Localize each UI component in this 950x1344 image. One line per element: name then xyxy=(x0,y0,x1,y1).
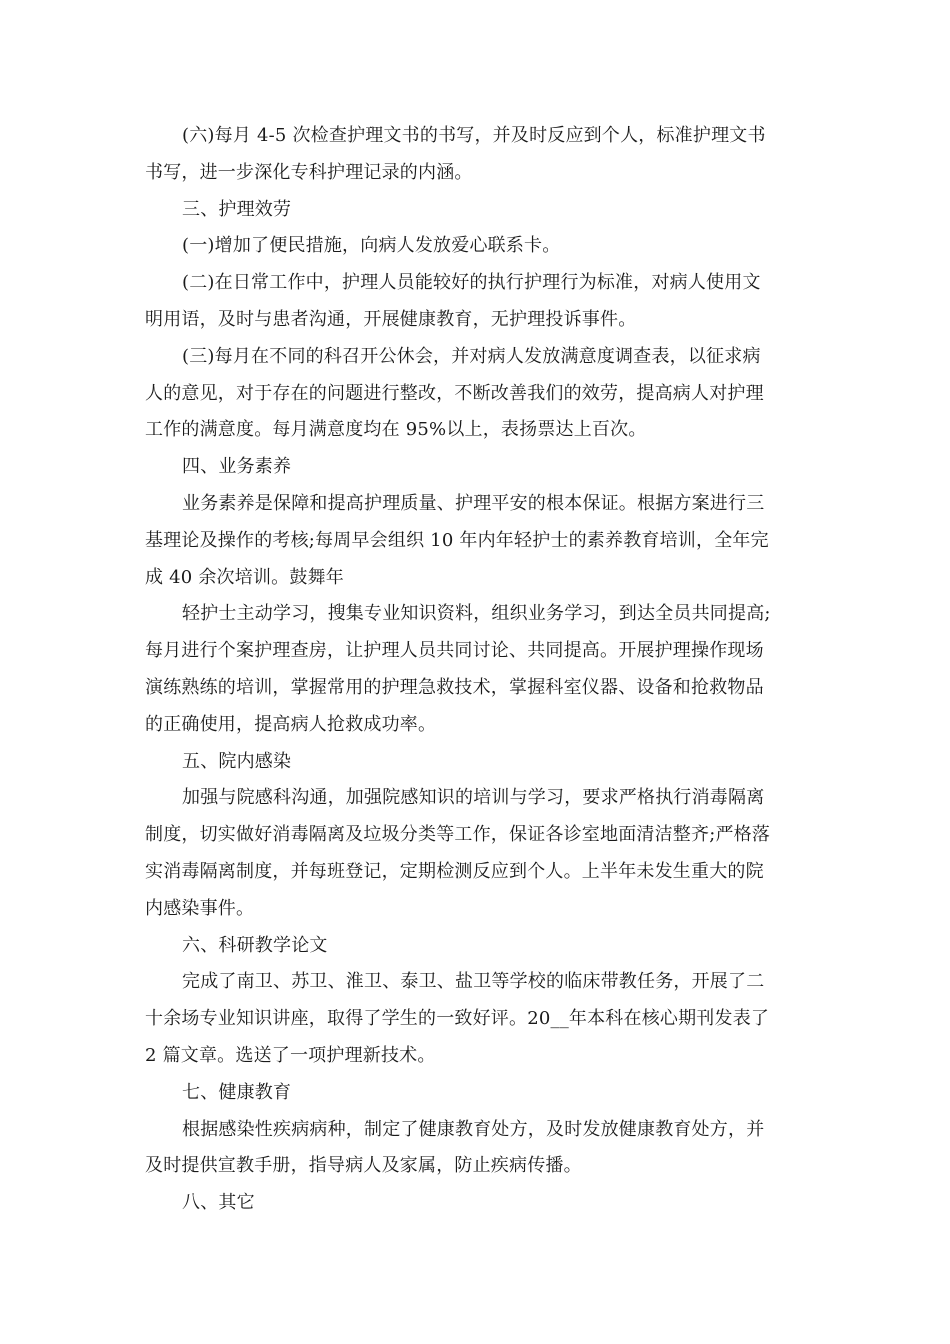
text-line: 内感染事件。 xyxy=(145,897,255,919)
text-line: 人的意见，对于存在的问题进行整改，不断改善我们的效劳，提高病人对护理 xyxy=(145,382,764,404)
document-body xyxy=(145,118,800,1222)
text-line: 书写，进一步深化专科护理记录的内涵。 xyxy=(145,161,473,183)
text-line: 实消毒隔离制度，并每班登记，定期检测反应到个人。上半年未发生重大的院 xyxy=(145,860,764,882)
text-line: 加强与院感科沟通，加强院感知识的培训与学习，要求严格执行消毒隔离 xyxy=(182,787,765,809)
text-line: 工作的满意度。每月满意度均在 95%以上，表扬票达上百次。 xyxy=(145,419,647,441)
text-line: 根据感染性疾病病种，制定了健康教育处方，及时发放健康教育处方，并 xyxy=(182,1118,765,1140)
text-line: 基理论及操作的考核;每周早会组织 10 年内年轻护士的素养教育培训，全年完 xyxy=(145,529,769,551)
text-line: 业务素养是保障和提高护理质量、护理平安的根本保证。根据方案进行三 xyxy=(182,492,765,514)
text-line: (一)增加了便民措施，向病人发放爱心联系卡。 xyxy=(182,235,561,257)
text-line: 演练熟练的培训，掌握常用的护理急救技术，掌握科室仪器、设备和抢救物品 xyxy=(145,676,764,698)
text-line: 十余场专业知识讲座，取得了学生的一致好评。20__年本科在核心期刊发表了 xyxy=(145,1008,770,1030)
text-line: 制度，切实做好消毒隔离及垃圾分类等工作，保证各诊室地面清洁整齐;严格落 xyxy=(145,824,771,846)
section-heading: 七、健康教育 xyxy=(182,1081,292,1103)
text-line: 轻护士主动学习，搜集专业知识资料，组织业务学习，到达全员共同提高; xyxy=(182,603,771,625)
section-heading: 八、其它 xyxy=(182,1192,255,1214)
section-heading: 四、业务素养 xyxy=(182,456,292,478)
text-line: 成 40 余次培训。鼓舞年 xyxy=(145,566,344,588)
section-heading: 三、护理效劳 xyxy=(182,198,292,220)
text-line: 明用语，及时与患者沟通，开展健康教育，无护理投诉事件。 xyxy=(145,308,637,330)
text-line: 完成了南卫、苏卫、淮卫、泰卫、盐卫等学校的临床带教任务，开展了二 xyxy=(182,971,765,993)
text-line: 2 篇文章。选送了一项护理新技术。 xyxy=(145,1044,436,1066)
text-line: (六)每月 4-5 次检查护理文书的书写，并及时反应到个人，标准护理文书 xyxy=(182,125,766,146)
section-heading: 六、科研教学论文 xyxy=(182,934,328,956)
text-line: (二)在日常工作中，护理人员能较好的执行护理行为标准，对病人使用文 xyxy=(182,272,761,294)
text-line: 及时提供宣教手册，指导病人及家属，防止疾病传播。 xyxy=(145,1155,582,1177)
text-line: (三)每月在不同的科召开公休会，并对病人发放满意度调查表，以征求病 xyxy=(182,345,761,367)
text-line: 的正确使用，提高病人抢救成功率。 xyxy=(145,713,437,735)
text-line: 每月进行个案护理查房，让护理人员共同讨论、共同提高。开展护理操作现场 xyxy=(145,640,764,662)
section-heading: 五、院内感染 xyxy=(182,750,292,772)
